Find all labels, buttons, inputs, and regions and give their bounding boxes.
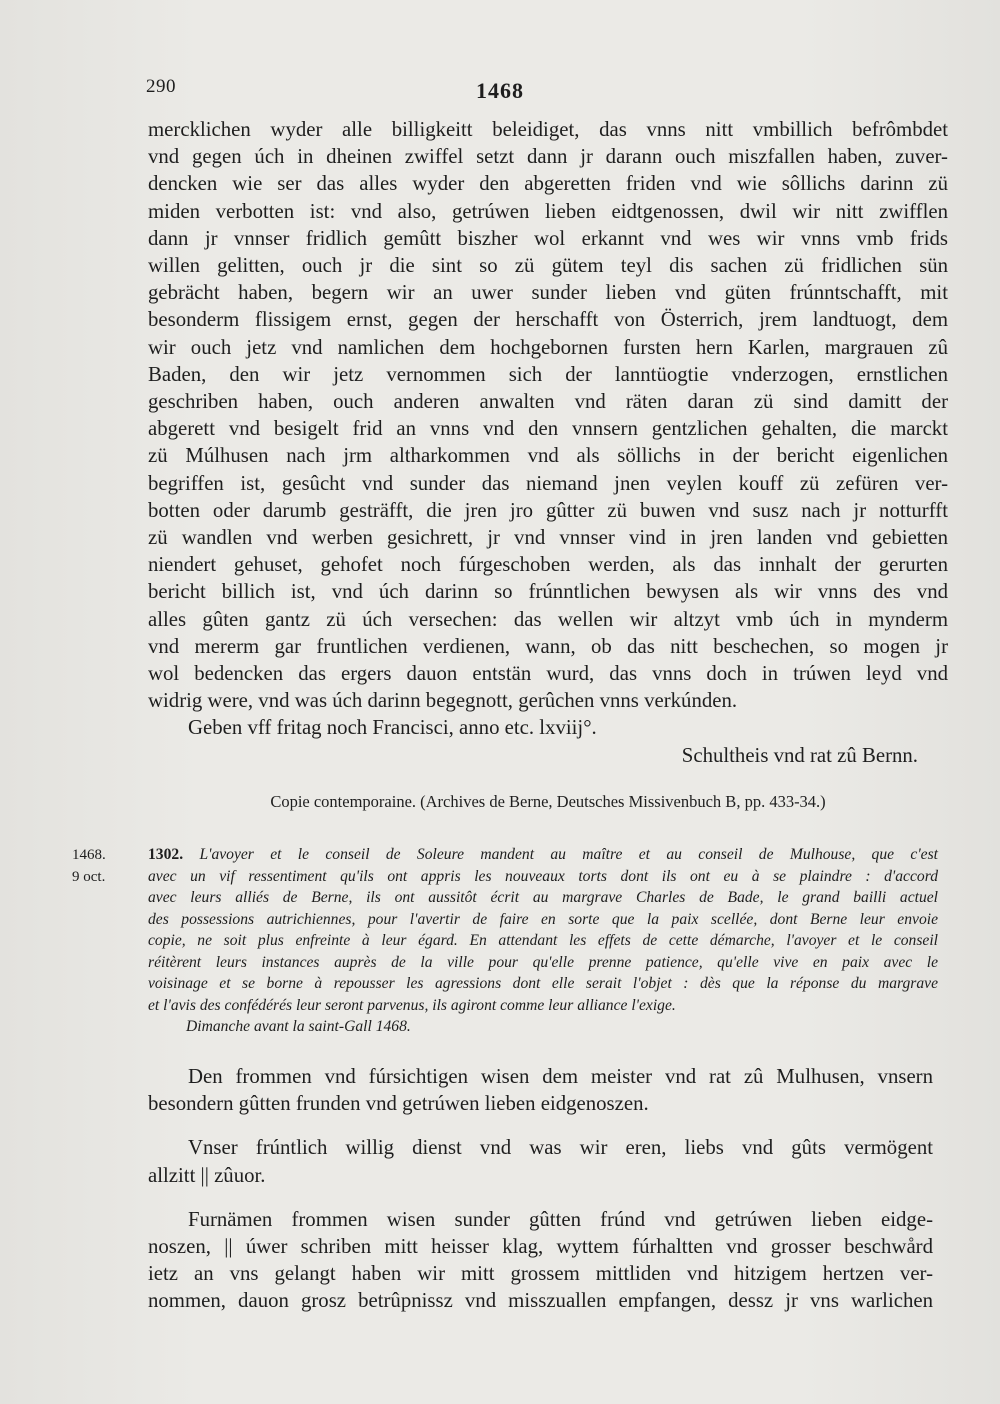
text-line: wir ouch jetz vnd namlichen dem hochgebornen fursten hern Karlen, margrauen zû	[148, 335, 948, 359]
body-paragraph	[148, 1206, 933, 1315]
text-line: Baden, den wir jetz vernommen sich der lanntüogtie vnderzogen, ernstlichen	[148, 362, 948, 386]
text-line: zü wandlen vnd werben gesichrett, jr vnd vnnser vind in jren landen vnd gebietten	[148, 526, 948, 550]
greeting-paragraph	[148, 1134, 933, 1188]
text-line: nommen, dauon grosz betrûpnissz vnd misszuallen empfangen, dessz jr vns warlichen	[148, 1289, 933, 1313]
summary-line: avec un vif ressentiment qu'ils ont appris les nouveaux torts dont ils ont eu à se plaindre : d'accord	[148, 867, 938, 885]
text-line: noszen, || úwer schriben mitt heisser klag, wyttem fúrhaltten vnd grosser beschwård	[148, 1235, 933, 1259]
signature: Schultheis vnd rat zû Bernn.	[681, 743, 918, 767]
text-line: dencken wie ser das alles wyder den abgeretten friden vnd wie sôllichs darinn zü	[148, 172, 948, 196]
text-line: widrig were, vnd was úch darinn begegnott, gerûchen vnns verkúnden.	[148, 689, 738, 713]
source-note: Copie contemporaine. (Archives de Berne, Deutsches Missivenbuch B, pp. 433-34.)	[270, 792, 826, 811]
summary-first-line	[148, 844, 938, 866]
text-line: Vnser frúntlich willig dienst vnd was wir eren, liebs vnd gûts vermögent	[188, 1136, 933, 1160]
letter-solothurn-text	[148, 1063, 933, 1315]
page-number: 290	[146, 76, 176, 97]
letter-bern-text	[148, 116, 948, 769]
document-number: 1302.	[148, 846, 184, 863]
text-line: gebrächt haben, begern wir an uwer sunder lieben vnd güten frúnntschafft, mit	[148, 281, 948, 305]
margin-day: 9 oct.	[72, 869, 106, 885]
text-line: abgerett vnd besigelt frid an vnns vnd den vnnsern gentzlichen gehalten, die marckt	[148, 417, 948, 441]
text-line: allzitt || zûuor.	[148, 1163, 266, 1187]
text-line: vnd gegen úch in dheinen zwiffel setzt dann jr darann ouch miszfallen haben, zuver-	[148, 145, 948, 169]
text-line: Den frommen vnd fúrsichtigen wisen dem meister vnd rat zû Mulhusen, vnsern	[188, 1065, 933, 1088]
text-line: miden verbotten ist: vnd also, getrúwen lieben eidtgenossen, dwil wir nitt zwifflen	[148, 199, 948, 223]
running-header-year: 1468	[476, 78, 524, 103]
address-paragraph	[148, 1063, 933, 1117]
text-line: bericht billich ist, vnd úch darinn so frúnntlichen bewysen als wir vnns des vnd	[148, 580, 948, 604]
margin-year: 1468.	[72, 847, 106, 863]
summary-line: réitèrent leurs instances auprès de la ville pour qu'elle prenne patience, qu'elle vive en paix avec le	[148, 953, 938, 971]
summary-date: Dimanche avant la saint-Gall 1468.	[186, 1018, 411, 1035]
text-line: ietz an vns gelangt haben wir mitt grossem mittliden vnd hitzigem hertzen ver-	[148, 1262, 933, 1286]
text-line: vnd mererm gar fruntlichen verdienen, wann, ob das nitt beschechen, so mogen jr	[148, 634, 948, 658]
text-line: zü Múlhusen nach jrm altharkommen vnd als söllichs in der bericht eigenlichen	[148, 444, 948, 468]
summary-line: voisinage et se borne à repousser les agressions dont elle serait l'objet : dès que la réponse du margrave	[148, 975, 938, 992]
text-line: geschriben haben, ouch anderen anwalten vnd räten daran zü sind damitt der	[148, 390, 948, 414]
text-line: alles gûten gantz zü úch versechen: das wellen wir altzyt vmb úch in mynderm	[148, 607, 948, 631]
text-line: begriffen ist, gesûcht vnd sunder das niemand jnen veylen kouff zü zefüren ver-	[148, 471, 948, 495]
text-line: dann jr vnnser fridlich gemûtt biszher wol erkannt vnd wes wir vnns vmb frids	[148, 226, 948, 250]
summary-text: L'avoyer et le conseil de Soleure mandent au maître et au conseil de Mulhouse, que c'est	[199, 846, 938, 863]
closing-date-line: Geben vff fritag noch Francisci, anno etc. lxviij°.	[188, 716, 597, 740]
text-line: willen gelitten, ouch jr die sint so zü gütem teyl dis sachen zü fridlichen sün	[148, 254, 948, 278]
summary-line: des possessions autrichiennes, pour l'avertir de faire en sorte que la paix scellée, dont Berne leur envoie	[148, 910, 938, 928]
text-line: wol bedencken das ergers dauon entstän wurd, das vnns doch in trúwen leyd vnd	[148, 662, 948, 686]
summary-line: et l'avis des confédérés leur seront parvenus, ils agiront comme leur alliance l'exige.	[148, 996, 676, 1014]
text-line: niendert gehuset, gehofet noch fúrgeschoben werden, als das innhalt der gerurten	[148, 553, 948, 577]
text-line: besonderm flissigem ernst, gegen der herschafft von Österrich, jrem landtuogt, dem	[148, 308, 948, 332]
text-line: mercklichen wyder alle billigkeitt beleidiget, das vnns nitt vmbillich befrômbdet	[148, 118, 948, 141]
text-line: botten oder darumb gesträfft, die jren jro gûtter zü buwen vnd susz nach jr notturfft	[148, 498, 948, 522]
margin-date	[72, 844, 106, 888]
summary-line: avec leurs alliés de Berne, ils ont aussitôt écrit au margrave Charles de Bade, le grand bailli actuel	[148, 889, 938, 906]
entry-summary	[148, 844, 938, 1038]
text-line: besondern gûtten frunden vnd getrúwen lieben eidgenoszen.	[148, 1092, 649, 1116]
text-line: Furnämen frommen wisen sunder gûtten frúnd vnd getrúwen lieben eidge-	[188, 1207, 933, 1231]
summary-line: copie, ne soit plus enfreinte à leur égard. En attendant les effets de cette démarche, l'avoyer et le conseil	[148, 932, 938, 949]
